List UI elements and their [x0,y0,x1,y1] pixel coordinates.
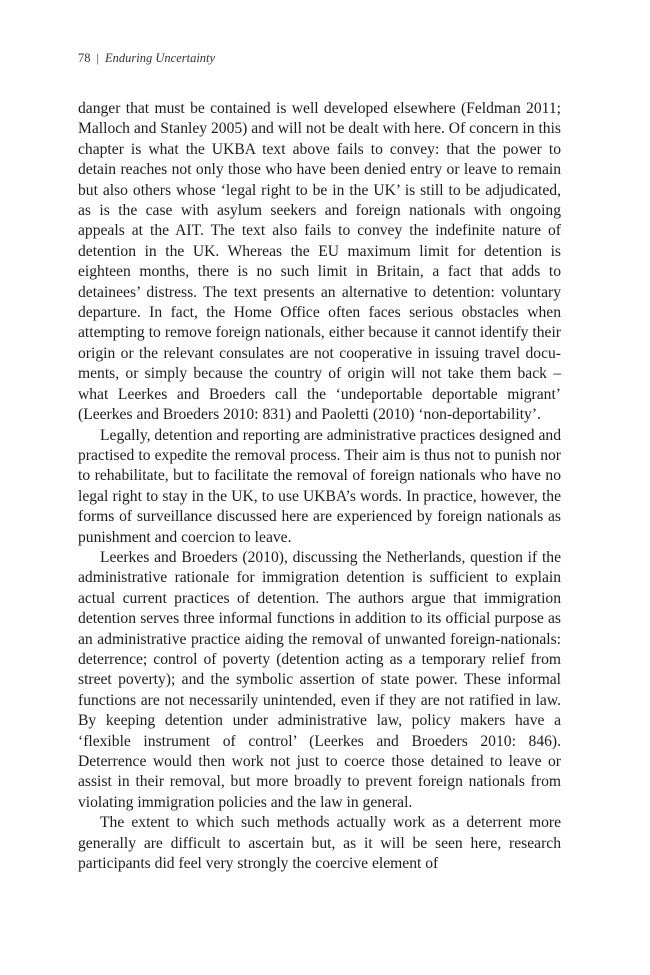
paragraph-1: danger that must be contained is well developed elsewhere (Feldman 2011; Malloch and Stanley 2005) and will not be dealt with here. Of concern in this chapter is what the UKBA text above fails to convey: that the power to detain reaches not only those who have been denied entry or leave to remain but also others whose ‘legal right to be in the UK’ is still to be adjudicated, as is the case with asylum seekers and foreign nationals with ongoing appeals at the AIT. The text also fails to convey the indefinite nature of detention in the UK. Whereas the EU maximum limit for detention is eighteen months, there is no such limit in Britain, a fact that adds to detainees’ distress. The text presents an alternative to detention: voluntary departure. In fact, the Home Office often faces serious obstacles when attempting to remove foreign nationals, either because it cannot identify their origin or the relevant consulates are not cooperative in issuing travel documents, or simply because the country of origin will not take them back – what Leerkes and Broeders call the ‘undeportable deportable migrant’ (Leerkes and Broeders 2010: 831) and Paoletti (2010) ‘non-deportability’. [78,100,561,424]
running-head [78,51,215,66]
paragraph-3: Leerkes and Broeders (2010), discussing the Netherlands, question if the administrative rationale for immigration detention is sufficient to explain actual current practices of detention. The authors argue that immigration detention serves three informal functions in addition to its official purpose as an administrative practice aiding the removal of unwanted foreign-nationals: deterrence; control of poverty (detention acting as a temporary relief from street poverty); and the symbolic assertion of state power. These informal functions are not necessarily unintended, even if they are not ratified in law. By keeping detention under administrative law, policy makers have a ‘flexible instrument of control’ (Leerkes and Broeders 2010: 846). Deterrence would then work not just to coerce those detained to leave or assist in their removal, but more broadly to prevent foreign nationals from violating immigration policies and the law in general. [78,548,561,811]
paragraph-4: The extent to which such methods actually work as a deterrent more generally are difficult to ascertain but, as it will be seen here, research participants did feel very strongly the coercive element of [78,814,561,873]
paragraph-2: Legally, detention and reporting are administrative practices designed and practised to expedite the removal process. Their aim is thus not to punish nor to rehabilitate, but to facilitate the removal of foreign nationals who have no legal right to stay in the UK, to use UKBA’s words. In practice, however, the forms of surveillance discussed here are experienced by foreign nationals as punishment and coercion to leave. [78,426,561,546]
page-number: 78 [78,51,91,65]
book-title: Enduring Uncertainty [105,51,216,65]
running-head-separator: | [96,51,100,65]
body-text [78,99,561,874]
